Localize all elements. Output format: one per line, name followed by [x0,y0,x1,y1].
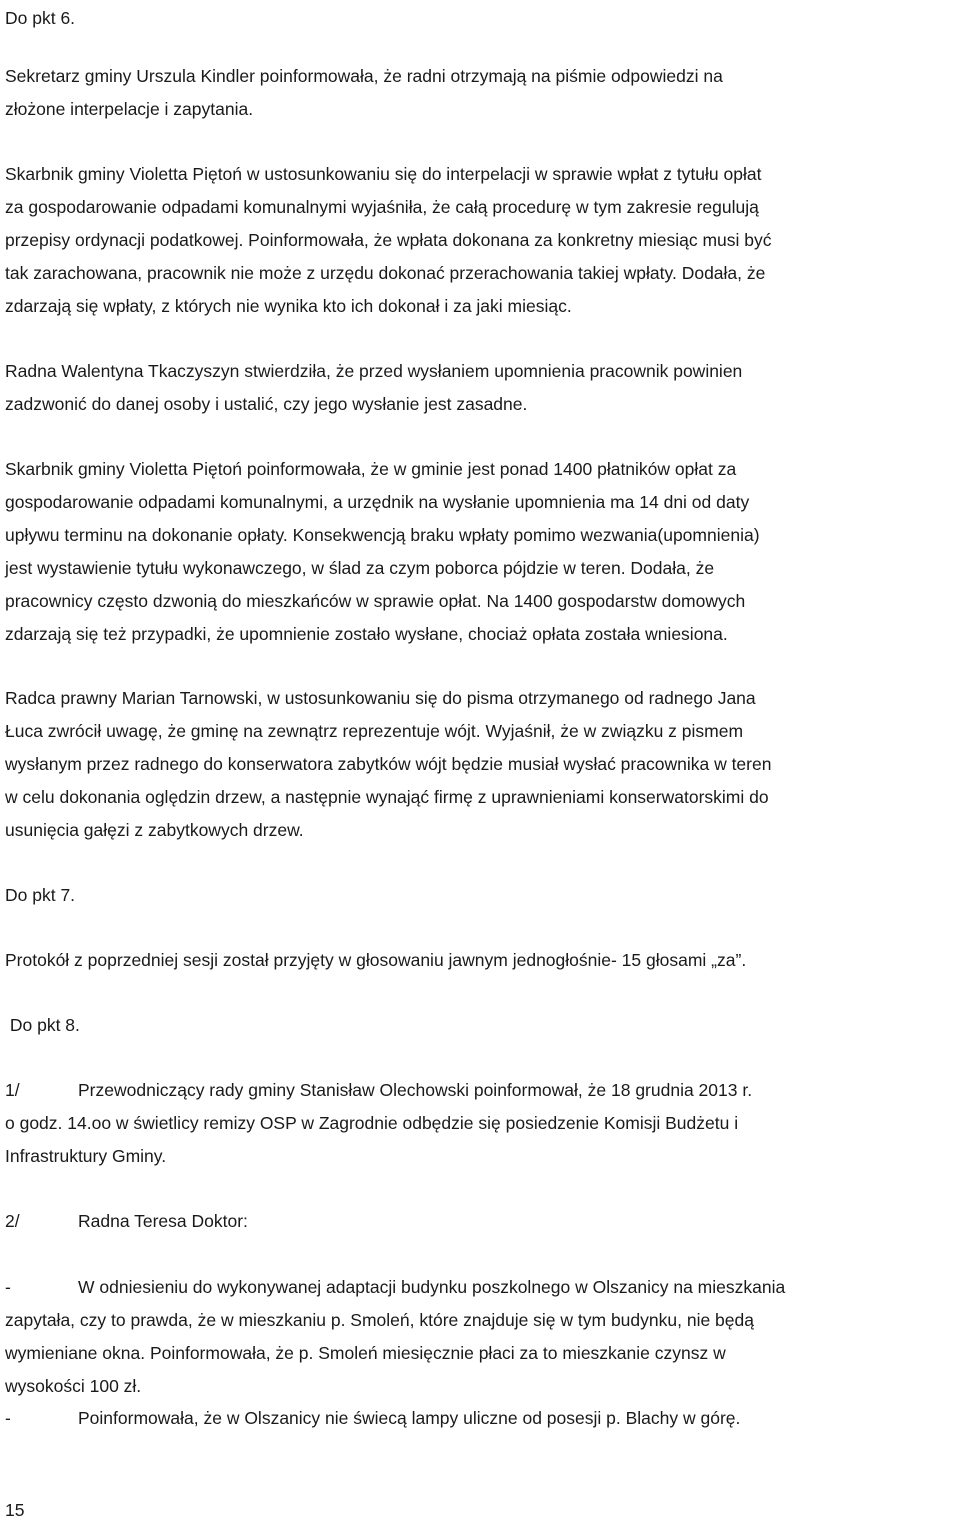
paragraph-line: Łuca zwrócił uwagę, że gminę na zewnątrz reprezentuje wójt. Wyjaśnił, że w związku z pismem [5,721,744,741]
list-dash: - [5,1277,11,1297]
paragraph-line: Protokół z poprzedniej sesji został przyjęty w głosowaniu jawnym jednogłośnie- 15 głosami „za”. [5,950,747,970]
list-item-text: W odniesieniu do wykonywanej adaptacji budynku poszkolnego w Olszanicy na mieszkania [78,1277,786,1297]
page-number: 15 [5,1500,25,1520]
paragraph-line: tak zarachowana, pracownik nie może z urzędu dokonać przerachowania takiej wpłaty. Dodała, że [5,263,766,283]
paragraph-line: zdarzają się też przypadki, że upomnienie zostało wysłane, chociaż opłata została wniesiona. [5,624,728,644]
paragraph-line: za gospodarowanie odpadami komunalnymi wyjaśniła, że całą procedurę w tym zakresie regulują [5,197,759,217]
paragraph-line: upływu terminu na dokonanie opłaty. Konsekwencją braku wpłaty pomimo wezwania(upomnienia) [5,525,760,545]
paragraph-line: Sekretarz gminy Urszula Kindler poinformowała, że radni otrzymają na piśmie odpowiedzi na [5,66,723,86]
paragraph-line: gospodarowanie odpadami komunalnymi, a urzędnik na wysłanie upomnienia ma 14 dni od daty [5,492,750,512]
heading-pkt-6: Do pkt 6. [5,8,76,28]
paragraph-line: jest wystawienie tytułu wykonawczego, w ślad za czym poborca pójdzie w teren. Dodała, że [5,558,715,578]
list-item-text: Przewodniczący rady gminy Stanisław Olechowski poinformował, że 18 grudnia 2013 r. [78,1080,753,1100]
paragraph-line: o godz. 14.oo w świetlicy remizy OSP w Zagrodnie odbędzie się posiedzenie Komisji Budżetu i [5,1113,739,1133]
paragraph-line: usunięcia gałęzi z zabytkowych drzew. [5,820,304,840]
paragraph-line: Radna Walentyna Tkaczyszyn stwierdziła, że przed wysłaniem upomnienia pracownik powinien [5,361,743,381]
heading-pkt-8: Do pkt 8. [5,1015,80,1035]
list-item-text: Poinformowała, że w Olszanicy nie świecą lampy uliczne od posesji p. Blachy w górę. [78,1408,741,1428]
paragraph-line: zdarzają się wpłaty, z których nie wynika kto ich dokonał i za jaki miesiąc. [5,296,572,316]
paragraph-line: Infrastruktury Gminy. [5,1146,167,1166]
paragraph-line: wymieniane okna. Poinformowała, że p. Smoleń miesięcznie płaci za to mieszkanie czynsz w [5,1343,726,1363]
paragraph-line: złożone interpelacje i zapytania. [5,99,254,119]
paragraph-line: Skarbnik gminy Violetta Piętoń poinformowała, że w gminie jest ponad 1400 płatników opłat za [5,459,737,479]
paragraph-line: przepisy ordynacji podatkowej. Poinformowała, że wpłata dokonana za konkretny miesiąc musi być [5,230,772,250]
list-number: 2/ [5,1211,20,1231]
list-item-text: Radna Teresa Doktor: [78,1211,248,1231]
heading-pkt-7: Do pkt 7. [5,885,76,905]
paragraph-line: zapytała, czy to prawda, że w mieszkaniu p. Smoleń, które znajduje się w tym budynku, nie będą [5,1310,754,1330]
paragraph-line: Skarbnik gminy Violetta Piętoń w ustosunkowaniu się do interpelacji w sprawie wpłat z tytułu opłat [5,164,762,184]
paragraph-line: wysłanym przez radnego do konserwatora zabytków wójt będzie musiał wysłać pracownika w teren [5,754,772,774]
list-dash: - [5,1408,11,1428]
paragraph-line: wysokości 100 zł. [5,1376,142,1396]
paragraph-line: pracownicy często dzwonią do mieszkańców w sprawie opłat. Na 1400 gospodarstw domowych [5,591,746,611]
paragraph-line: w celu dokonania oględzin drzew, a następnie wynająć firmę z uprawnieniami konserwatorskimi do [5,787,769,807]
paragraph-line: zadzwonić do danej osoby i ustalić, czy jego wysłanie jest zasadne. [5,394,528,414]
list-number: 1/ [5,1080,20,1100]
paragraph-line: Radca prawny Marian Tarnowski, w ustosunkowaniu się do pisma otrzymanego od radnego Jana [5,688,756,708]
